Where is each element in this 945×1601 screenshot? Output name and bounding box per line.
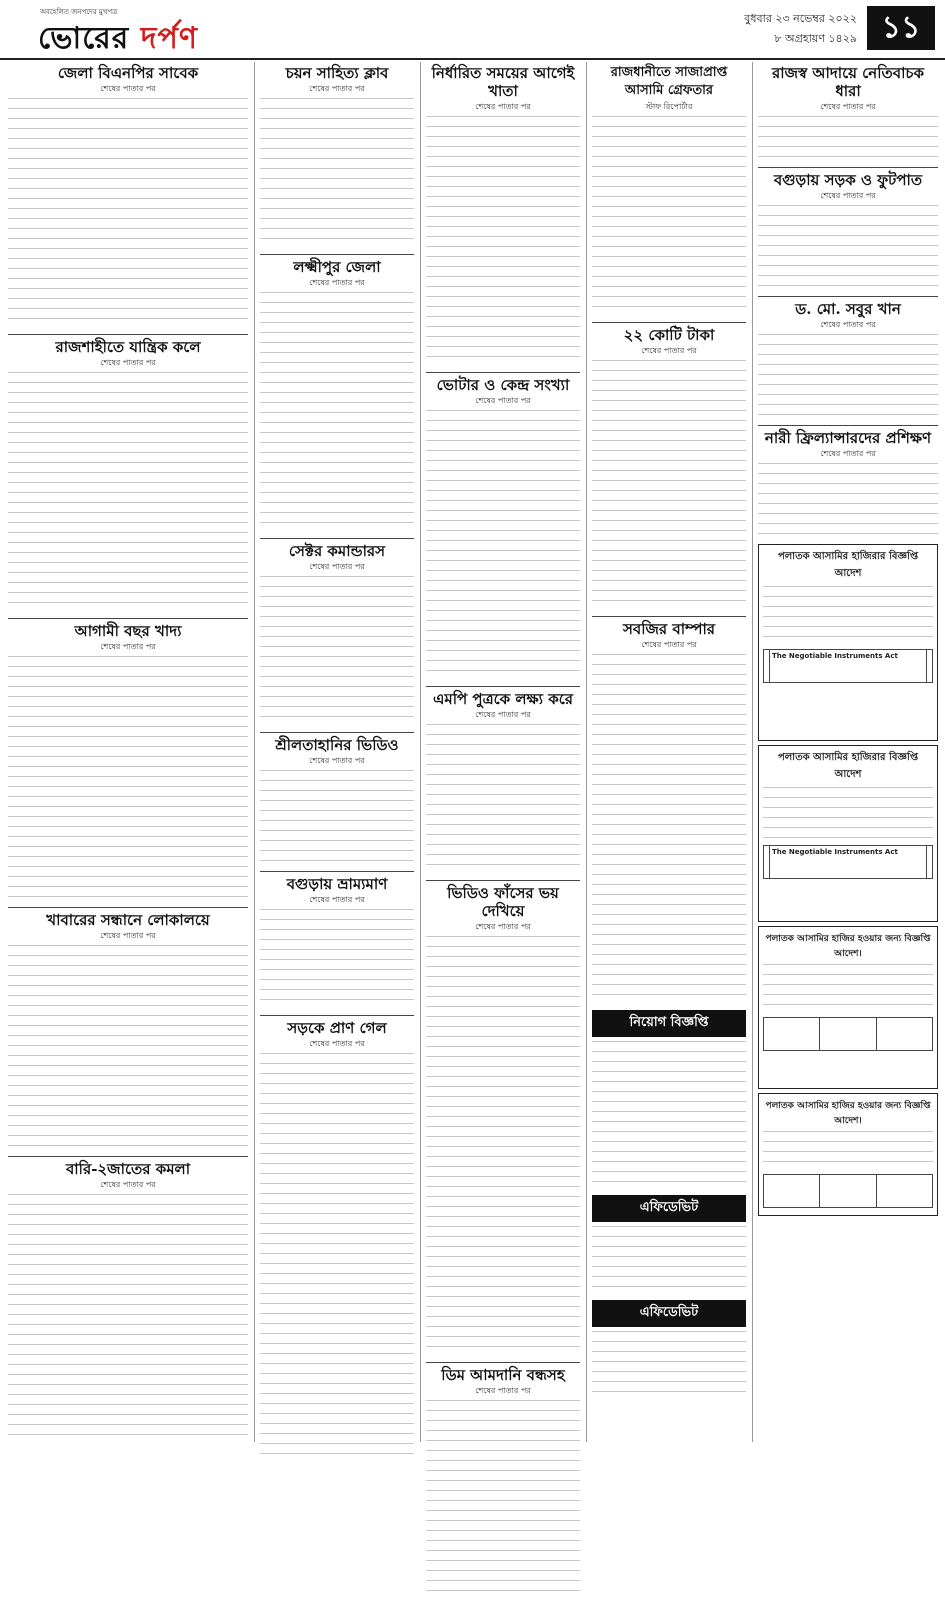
story	[260, 542, 414, 726]
headline: ভিডিও ফাঁসের ভয় দেখিয়ে	[447, 884, 559, 920]
masthead	[0, 0, 945, 60]
story	[8, 338, 248, 612]
continued-label: শেষের পাতার পর	[309, 1039, 365, 1048]
article-body	[8, 372, 248, 612]
article-body	[8, 98, 248, 328]
article-body	[758, 205, 938, 290]
court-notice	[758, 745, 938, 922]
newspaper-logo	[38, 14, 198, 65]
column-1	[8, 62, 248, 1450]
story	[426, 64, 580, 366]
article-body	[426, 1400, 580, 1595]
article-body	[8, 945, 248, 1150]
story	[8, 1160, 248, 1444]
headline: ড. মো. সবুর খান	[795, 300, 901, 318]
headline: লক্ষ্মীপুর জেলা	[293, 258, 381, 276]
article-body	[426, 116, 580, 366]
headline: বগুড়ায় সড়ক ও ফুটপাত	[773, 171, 923, 189]
headline: চয়ন সাহিত্য ক্লাব	[285, 64, 389, 82]
notice-title: পলাতক আসামির হাজির হওয়ার জন্য বিজ্ঞপ্তি আদেশ।	[765, 934, 931, 959]
headline: সেক্টর কমান্ডারস	[288, 542, 386, 560]
headline: আগামী বছর খাদ্য	[74, 622, 182, 640]
headline: রাজস্ব আদায়ে নেতিবাচক ধারা	[771, 64, 925, 100]
story	[426, 690, 580, 874]
notice-body	[763, 964, 933, 1014]
notice-table	[763, 1017, 933, 1051]
notice-body	[763, 586, 933, 646]
notice-title: পলাতক আসামির হাজির হওয়ার জন্য বিজ্ঞপ্তি আদেশ।	[765, 1101, 931, 1126]
article-body	[758, 463, 938, 538]
headline: খাবারের সন্ধানে লোকালয়ে	[46, 911, 210, 929]
continued-label: শেষের পাতার পর	[309, 84, 365, 93]
story	[758, 171, 938, 290]
continued-label: শেষের পাতার পর	[309, 278, 365, 287]
story	[260, 875, 414, 1009]
tagline: অবহেলিত জনপদের মুখপত্র	[40, 8, 118, 16]
ad-body	[592, 1331, 746, 1401]
article-body	[758, 334, 938, 419]
headline: সবজির বাম্পার	[622, 620, 716, 638]
ad-header: এফিডেভিট	[592, 1300, 746, 1327]
notice-act: The Negotiable Instruments Act	[769, 650, 926, 683]
continued-label: শেষের পাতার পর	[820, 191, 876, 200]
story	[8, 64, 248, 328]
column-3	[426, 62, 580, 1601]
logo-main: ভোরের	[38, 21, 130, 56]
date-gregorian: বুধবার ২৩ নভেম্বর ২০২২	[744, 12, 857, 25]
column-divider	[420, 62, 421, 1442]
story	[758, 300, 938, 419]
logo-accent: দর্পণ	[140, 21, 199, 56]
continued-label: শেষের পাতার পর	[100, 84, 156, 93]
column-divider	[586, 62, 587, 1442]
headline: ২২ কোটি টাকা	[623, 326, 715, 344]
continued-label: শেষের পাতার পর	[100, 931, 156, 940]
continued-label: শেষের পাতার পর	[309, 756, 365, 765]
notice-table	[763, 1174, 933, 1208]
headline: জেলা বিএনপির সাবেক	[57, 64, 199, 82]
column-5	[758, 62, 938, 1220]
date-bengali: ৮ অগ্রহায়ণ ১৪২৯	[774, 32, 857, 45]
story	[426, 1366, 580, 1595]
court-notice	[758, 1093, 938, 1216]
continued-label: শেষের পাতার পর	[100, 358, 156, 367]
story	[8, 622, 248, 901]
notice-title: পলাতক আসামির হাজিরার বিজ্ঞপ্তি আদেশ	[777, 551, 919, 579]
column-divider	[752, 62, 753, 1442]
headline: শ্রীলতাহানির ভিডিও	[275, 736, 399, 754]
story	[260, 736, 414, 865]
ad-header: নিয়োগ বিজ্ঞপ্তি	[592, 1010, 746, 1037]
notice-table	[763, 649, 933, 683]
article-body	[260, 909, 414, 1009]
headline: নারী ফ্রিল্যান্সারদের প্রশিক্ষণ	[764, 429, 932, 447]
continued-label: শেষের পাতার পর	[475, 1386, 531, 1395]
continued-label: শেষের পাতার পর	[475, 710, 531, 719]
story	[592, 64, 746, 316]
continued-label: শেষের পাতার পর	[641, 640, 697, 649]
byline: স্টাফ রিপোর্টার	[645, 102, 693, 111]
article-body	[260, 1053, 414, 1463]
notice-table	[763, 845, 933, 879]
article-body	[260, 292, 414, 532]
article-body	[260, 576, 414, 726]
article-body	[592, 116, 746, 316]
continued-label: শেষের পাতার পর	[641, 346, 697, 355]
notice-body	[763, 1131, 933, 1171]
continued-label: শেষের পাতার পর	[309, 895, 365, 904]
continued-label: শেষের পাতার পর	[820, 320, 876, 329]
continued-label: শেষের পাতার পর	[100, 1180, 156, 1189]
story	[592, 326, 746, 610]
story	[426, 884, 580, 1356]
notice-act: The Negotiable Instruments Act	[769, 846, 926, 879]
continued-label: শেষের পাতার পর	[475, 922, 531, 931]
article-body	[260, 98, 414, 248]
article-body	[8, 1194, 248, 1444]
column-divider	[254, 62, 255, 1442]
story	[260, 64, 414, 248]
article-body	[758, 116, 938, 161]
headline: বগুড়ায় ভ্রাম্যমাণ	[286, 875, 388, 893]
ad-body	[592, 1041, 746, 1191]
headline: ডিম আমদানি বন্ধসহ	[441, 1366, 565, 1384]
continued-label: শেষের পাতার পর	[820, 449, 876, 458]
court-notice	[758, 926, 938, 1089]
continued-label: শেষের পাতার পর	[820, 102, 876, 111]
story	[758, 429, 938, 538]
page-number: ১১	[867, 6, 935, 50]
article-body	[260, 770, 414, 865]
story	[260, 1019, 414, 1463]
continued-label: শেষের পাতার পর	[475, 396, 531, 405]
headline: রাজশাহীতে যান্ত্রিক কলে	[55, 338, 201, 356]
notice-body	[763, 787, 933, 842]
headline: নির্ধারিত সময়ের আগেই খাতা	[431, 64, 575, 100]
headline: ভোটার ও কেন্দ্র সংখ্যা	[436, 376, 570, 394]
story	[758, 64, 938, 161]
article-body	[426, 724, 580, 874]
headline: রাজধানীতে সাজাপ্রাপ্ত আসামি গ্রেফতার	[610, 65, 728, 98]
story	[592, 620, 746, 1004]
article-body	[592, 654, 746, 1004]
notice-title: পলাতক আসামির হাজিরার বিজ্ঞপ্তি আদেশ	[777, 752, 919, 780]
headline: বারি-২জাতের কমলা	[65, 1160, 191, 1178]
article-body	[592, 360, 746, 610]
column-4	[592, 62, 746, 1401]
column-2	[260, 62, 414, 1469]
headline: এমপি পুত্রকে লক্ষ্য করে	[432, 690, 574, 708]
story	[260, 258, 414, 532]
continued-label: শেষের পাতার পর	[309, 562, 365, 571]
continued-label: শেষের পাতার পর	[475, 102, 531, 111]
ad-body	[592, 1226, 746, 1296]
article-body	[426, 410, 580, 680]
continued-label: শেষের পাতার পর	[100, 642, 156, 651]
article-body	[426, 936, 580, 1356]
court-notice	[758, 544, 938, 741]
story	[426, 376, 580, 680]
article-body	[8, 656, 248, 901]
story	[8, 911, 248, 1150]
ad-header: এফিডেভিট	[592, 1195, 746, 1222]
headline: সড়কে প্রাণ গেল	[287, 1019, 387, 1037]
